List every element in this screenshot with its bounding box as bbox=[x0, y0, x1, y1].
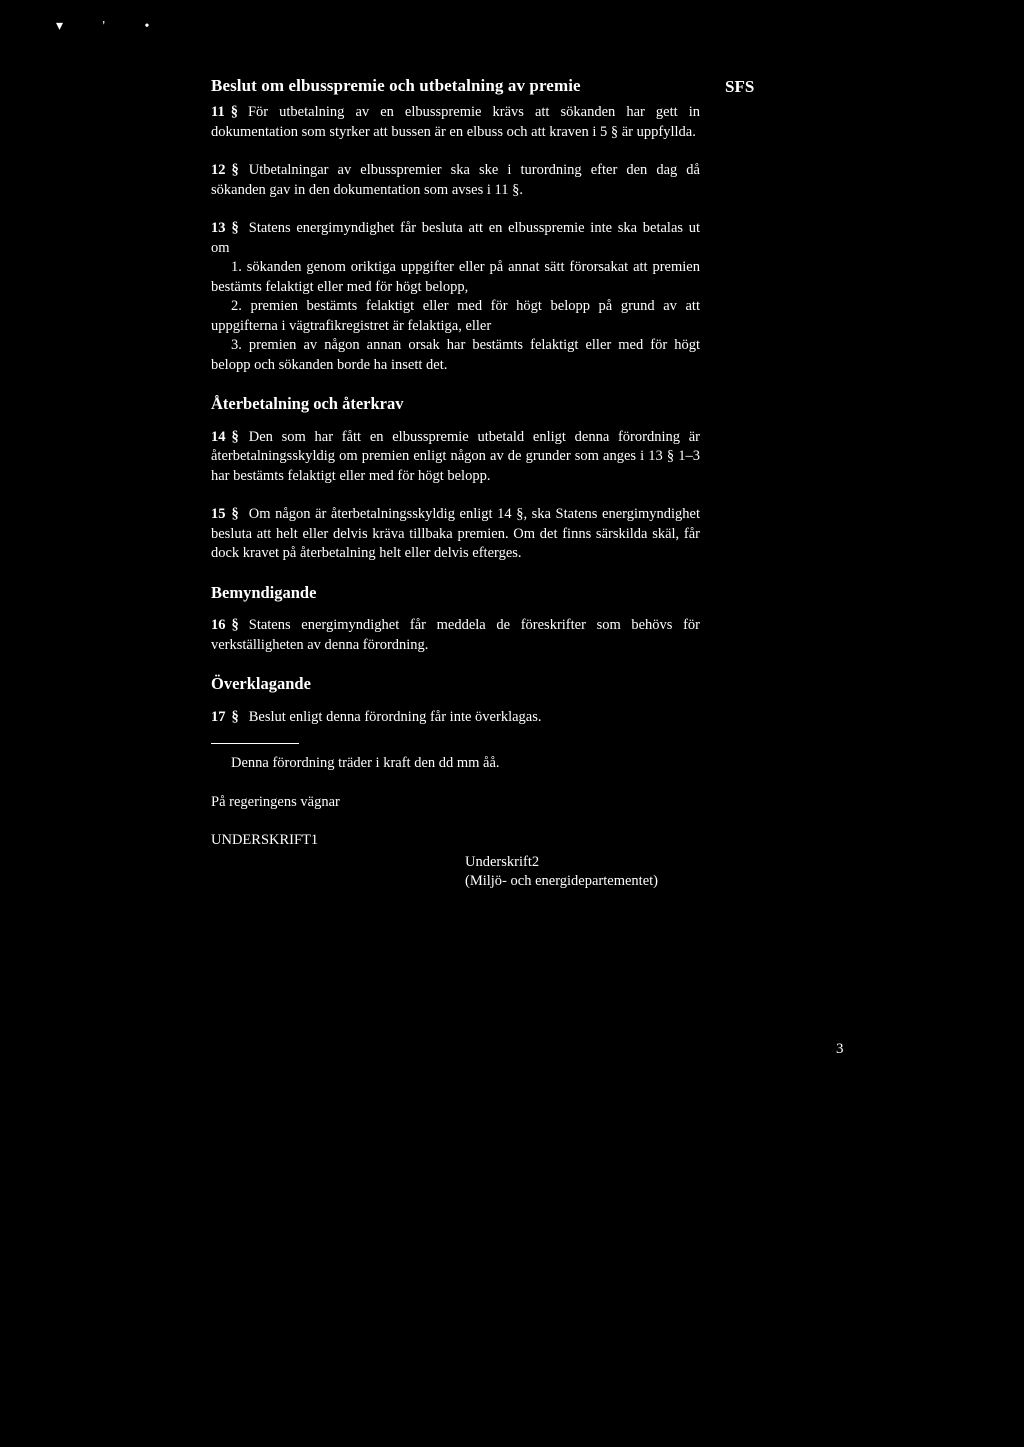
paragraph-14 bbox=[211, 428, 700, 487]
page-number: 3 bbox=[836, 1041, 844, 1057]
section-symbol: § bbox=[231, 162, 239, 178]
paragraph-text: Om någon är återbetalningsskyldig enligt 14 §, ska Statens energimyndighet besluta att helt eller delvis kräva tillbaka premien. Om det finns särskilda skäl, får dock kravet på återbetalning helt eller delvis efterges. bbox=[211, 506, 700, 561]
paragraph-number: 13 bbox=[211, 220, 226, 236]
paragraph-15 bbox=[211, 505, 700, 564]
paragraph-12 bbox=[211, 161, 700, 200]
paragraph-text: Statens energimyndighet får besluta att en elbusspremie inte ska betalas ut om bbox=[211, 220, 700, 256]
signature-2: Underskrift2 bbox=[465, 853, 540, 870]
section-heading-bemyndigande: Bemyndigande bbox=[211, 582, 317, 602]
paragraph-11 bbox=[211, 103, 700, 142]
section-symbol: § bbox=[231, 708, 239, 725]
paragraph-number: 16 bbox=[211, 617, 226, 633]
paragraph-text: Statens energimyndighet får meddela de föreskrifter som behövs för verkställigheten av denna förordning. bbox=[211, 617, 700, 653]
scan-marks: ▾ ' • bbox=[56, 19, 168, 34]
paragraph-number: 17 bbox=[211, 708, 226, 725]
paragraph-text: Den som har fått en elbusspremie utbetald enligt denna förordning är återbetalningsskyldig om premien enligt någon av de grunder som anges i 13 § 1–3 har bestämts felaktigt eller med för högt belopp. bbox=[211, 428, 700, 484]
section-symbol: § bbox=[231, 506, 239, 522]
section-symbol: § bbox=[231, 220, 239, 236]
paragraph-13 bbox=[211, 219, 700, 258]
department-name: (Miljö- och energidepartementet) bbox=[465, 873, 658, 889]
section-symbol: § bbox=[231, 428, 239, 445]
section-heading-overklagande: Överklagande bbox=[211, 674, 311, 693]
paragraph-number: 12 bbox=[211, 162, 226, 178]
list-item: 1. sökanden genom oriktiga uppgifter eller på annat sätt förorsakat att premien bestämts felaktigt eller med för högt belopp, bbox=[211, 259, 700, 295]
section-symbol: § bbox=[231, 617, 239, 633]
in-force-statement: Denna förordning träder i kraft den dd mm åå. bbox=[231, 755, 500, 771]
paragraph-17 bbox=[211, 708, 700, 728]
sfs-label: SFS bbox=[725, 77, 755, 96]
paragraph-text: Beslut enligt denna förordning får inte överklagas. bbox=[248, 708, 542, 725]
on-behalf-line: På regeringens vägnar bbox=[211, 793, 340, 810]
section-heading-aterbetalning: Återbetalning och återkrav bbox=[211, 394, 404, 413]
page-title: Beslut om elbusspremie och utbetalning av premie bbox=[211, 76, 581, 95]
paragraph-number: 15 bbox=[211, 506, 226, 522]
paragraph-number: 11 bbox=[211, 104, 225, 120]
paragraph-number: 14 bbox=[211, 428, 226, 445]
paragraph-text: Utbetalningar av elbusspremier ska ske i turordning efter den dag då sökanden gav in den dokumentation som avses i 11 §. bbox=[211, 162, 700, 198]
paragraph-text: För utbetalning av en elbusspremie krävs att sökanden har gett in dokumentation som styrker att bussen är en elbuss och att kraven i 5 § är uppfyllda. bbox=[211, 104, 700, 140]
section-symbol: § bbox=[230, 104, 238, 120]
list-item: 2. premien bestämts felaktigt eller med för högt belopp på grund av att uppgifterna i vägtrafikregistret är felaktiga, eller bbox=[211, 298, 700, 334]
signature-1: UNDERSKRIFT1 bbox=[211, 832, 319, 848]
paragraph-16 bbox=[211, 616, 700, 655]
document-body bbox=[211, 103, 700, 892]
list-item: 3. premien av någon annan orsak har bestämts felaktigt eller med för högt belopp och sökanden borde ha insett det. bbox=[211, 337, 700, 373]
